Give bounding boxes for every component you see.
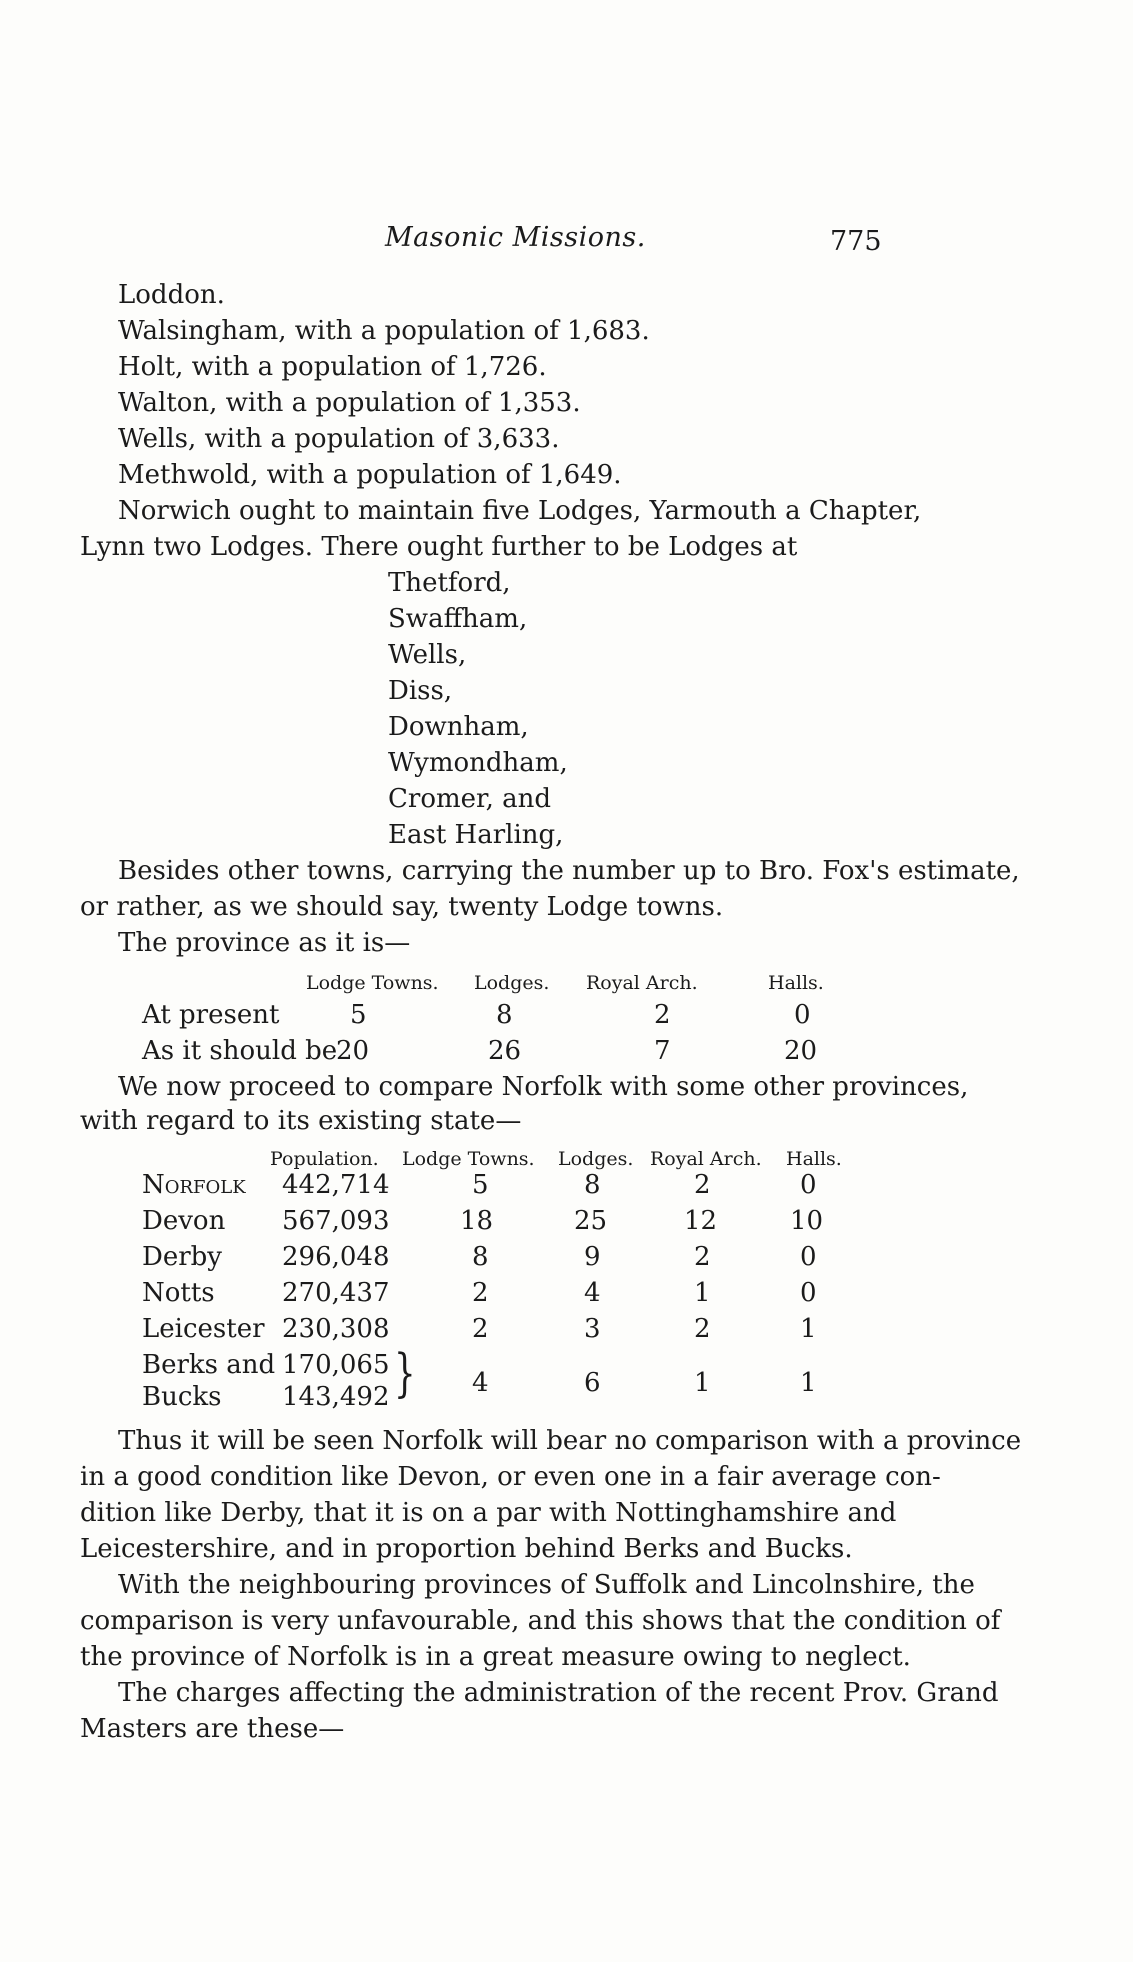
- table1-row-label: As it should be: [142, 1036, 338, 1066]
- table2-cell: 6: [584, 1368, 601, 1398]
- list-item: Holt, with a population of 1,726.: [118, 352, 547, 382]
- table2-row-label: Derby: [142, 1242, 222, 1272]
- paragraph-line: the province of Norfolk is in a great measure owing to neglect.: [80, 1642, 911, 1672]
- table2-cell: 0: [800, 1242, 817, 1272]
- running-title: Masonic Missions.: [385, 222, 646, 253]
- paragraph-line: With the neighbouring provinces of Suffolk and Lincolnshire, the: [118, 1570, 975, 1600]
- table2-row-label: Berks and: [142, 1350, 276, 1380]
- table2-cell: 8: [584, 1170, 601, 1200]
- table2-cell: 230,308: [282, 1314, 390, 1344]
- table1-cell: 26: [488, 1036, 522, 1066]
- brace: }: [394, 1344, 416, 1404]
- table2-cell: 4: [584, 1278, 601, 1308]
- table2-cell: 2: [694, 1170, 711, 1200]
- table2-header: Population.: [270, 1148, 379, 1170]
- paragraph-line: Besides other towns, carrying the number up to Bro. Fox's estimate,: [118, 856, 1020, 886]
- table2-header: Halls.: [786, 1148, 842, 1170]
- table2-header: Lodges.: [558, 1148, 634, 1170]
- list-item: Walsingham, with a population of 1,683.: [118, 316, 650, 346]
- paragraph-line: Leicestershire, and in proportion behind Berks and Bucks.: [80, 1534, 853, 1564]
- paragraph-line: or rather, as we should say, twenty Lodge towns.: [80, 892, 724, 922]
- table2-cell: 1: [800, 1368, 817, 1398]
- table1-header: Royal Arch.: [586, 972, 698, 994]
- paragraph-line: in a good condition like Devon, or even one in a fair average con-: [80, 1462, 941, 1492]
- table2-cell: 170,065: [282, 1350, 390, 1380]
- list-item: Wells, with a population of 3,633.: [118, 424, 560, 454]
- lodge-town: Downham,: [388, 712, 529, 742]
- paragraph-line: Masters are these—: [80, 1714, 345, 1744]
- paragraph-line: We now proceed to compare Norfolk with some other provinces,: [118, 1072, 969, 1102]
- table2-cell: 1: [694, 1278, 711, 1308]
- table2-row-label: Devon: [142, 1206, 226, 1236]
- table2-cell: 8: [472, 1242, 489, 1272]
- table1-cell: 0: [794, 1000, 811, 1030]
- table2-row-label: Leicester: [142, 1314, 265, 1344]
- page-number: 775: [830, 226, 882, 257]
- paragraph-line: Norwich ought to maintain five Lodges, Yarmouth a Chapter,: [118, 496, 922, 526]
- table2-cell: 296,048: [282, 1242, 390, 1272]
- table1-cell: 20: [784, 1036, 818, 1066]
- paragraph-line: Lynn two Lodges. There ought further to be Lodges at: [80, 532, 798, 562]
- table2-header: Lodge Towns.: [402, 1148, 535, 1170]
- paragraph-line: comparison is very unfavourable, and this shows that the condition of: [80, 1606, 1001, 1636]
- table2-cell: 2: [472, 1278, 489, 1308]
- paragraph-line: The province as it is—: [118, 928, 411, 958]
- table2-row-label: Notts: [142, 1278, 215, 1308]
- table1-header: Lodges.: [474, 972, 550, 994]
- list-item: Methwold, with a population of 1,649.: [118, 460, 622, 490]
- table2-cell: 5: [472, 1170, 489, 1200]
- table2-cell: 9: [584, 1242, 601, 1272]
- table2-row-label: Norfolk: [142, 1170, 246, 1200]
- table1-cell: 20: [336, 1036, 370, 1066]
- table2-cell: 12: [684, 1206, 718, 1236]
- lodge-town: Wymondham,: [388, 748, 568, 778]
- table2-cell: 2: [694, 1314, 711, 1344]
- table1-row-label: At present: [142, 1000, 280, 1030]
- table1-cell: 2: [654, 1000, 671, 1030]
- lodge-town: Diss,: [388, 676, 453, 706]
- lodge-town: Thetford,: [388, 568, 511, 598]
- table2-cell: 25: [574, 1206, 608, 1236]
- paragraph-line: dition like Derby, that it is on a par with Nottinghamshire and: [80, 1498, 897, 1528]
- table2-cell: 18: [460, 1206, 494, 1236]
- table2-cell: 270,437: [282, 1278, 390, 1308]
- table2-cell: 143,492: [282, 1382, 390, 1412]
- table1-cell: 7: [654, 1036, 671, 1066]
- table1-cell: 8: [496, 1000, 513, 1030]
- lodge-town: East Harling,: [388, 820, 564, 850]
- lodge-town: Wells,: [388, 640, 467, 670]
- table2-cell: 10: [790, 1206, 824, 1236]
- paragraph-line: The charges affecting the administration of the recent Prov. Grand: [118, 1678, 999, 1708]
- table2-cell: 442,714: [282, 1170, 390, 1200]
- list-item: Loddon.: [118, 280, 225, 310]
- paragraph-line: with regard to its existing state—: [80, 1106, 522, 1136]
- table2-cell: 2: [472, 1314, 489, 1344]
- paragraph-line: Thus it will be seen Norfolk will bear no comparison with a province: [118, 1426, 1022, 1456]
- table2-cell: 1: [694, 1368, 711, 1398]
- table2-cell: 4: [472, 1368, 489, 1398]
- table2-cell: 2: [694, 1242, 711, 1272]
- table2-cell: 0: [800, 1170, 817, 1200]
- table2-cell: 1: [800, 1314, 817, 1344]
- list-item: Walton, with a population of 1,353.: [118, 388, 581, 418]
- table1-cell: 5: [350, 1000, 367, 1030]
- lodge-town: Cromer, and: [388, 784, 552, 814]
- table2-row-label: Bucks: [142, 1382, 222, 1412]
- table1-header: Lodge Towns.: [306, 972, 439, 994]
- lodge-town: Swaffham,: [388, 604, 528, 634]
- table2-cell: 3: [584, 1314, 601, 1344]
- table2-cell: 0: [800, 1278, 817, 1308]
- table2-cell: 567,093: [282, 1206, 390, 1236]
- table2-header: Royal Arch.: [650, 1148, 762, 1170]
- table1-header: Halls.: [768, 972, 824, 994]
